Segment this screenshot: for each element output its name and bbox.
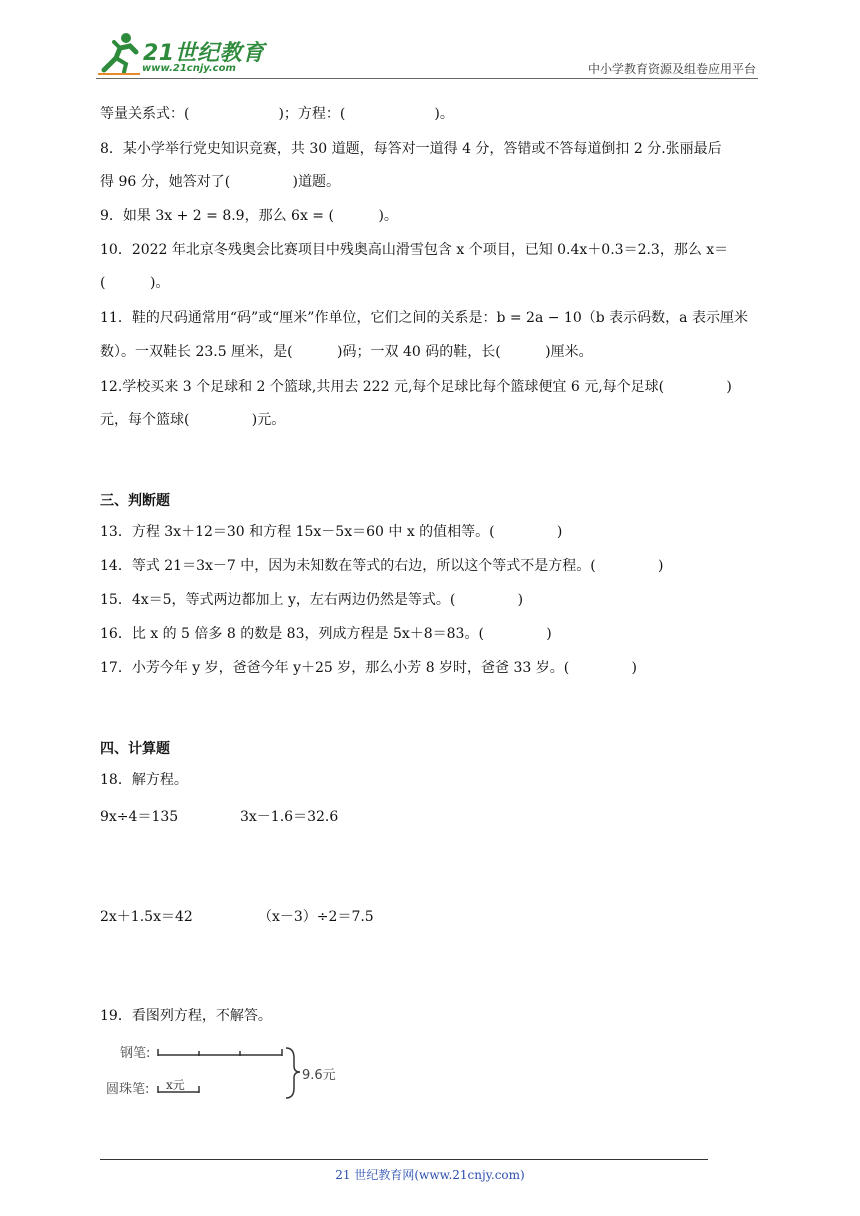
q10-line1: 10．2022 年北京冬残奥会比赛项目中残奥高山滑雪包含 x 个项目，已知 0.4x＋0.3＝2.3，那么 x＝ (100, 242, 729, 258)
q9-line: 9．如果 3x + 2 = 8.9，那么 6x = ( )。 (100, 208, 398, 224)
q8-line1: 8．某小学举行党史知识竞赛，共 30 道题，每答对一道得 4 分，答错或不答每道倒扣 2 分.张丽最后 (100, 141, 722, 157)
site-logo (96, 30, 266, 78)
q16-line: 16．比 x 的 5 倍多 8 的数是 83，列成方程是 5x＋8＝83。( ) (100, 626, 552, 642)
ballpen-value: x元 (166, 1078, 185, 1092)
q17-line: 17．小芳今年 y 岁，爸爸今年 y＋25 岁，那么小芳 8 岁时，爸爸 33 岁。( ) (100, 660, 637, 676)
header-divider (96, 78, 758, 79)
q18-line: 18．解方程。 (100, 772, 188, 788)
logo-url: www.21cnjy.com (142, 63, 236, 74)
logo-text: 21世纪教育 (143, 41, 265, 66)
q11-line1: 11．鞋的尺码通常用“码”或“厘米”作单位，它们之间的关系是：b = 2a − 10（b 表示码数，a 表示厘米 (100, 310, 748, 326)
header-platform-text: 中小学教育资源及组卷应用平台 (587, 62, 756, 76)
q8-line2: 得 96 分，她答对了( )道题。 (100, 174, 340, 190)
q13-line: 13．方程 3x＋12＝30 和方程 15x－5x＝60 中 x 的值相等。( ) (100, 524, 563, 540)
total-price: 9.6元 (302, 1068, 336, 1083)
q10-line2: ( )。 (100, 275, 170, 291)
pen-label: 钢笔: (120, 1046, 151, 1061)
q12-line1: 12.学校买来 3 个足球和 2 个篮球,共用去 222 元,每个足球比每个篮球便宜 6 元,每个足球( ) (100, 379, 732, 395)
footer-link[interactable]: 21 世纪教育网(www.21cnjy.com) (335, 1168, 525, 1182)
q12-line2: 元，每个篮球( )元。 (100, 412, 286, 428)
equation-3: 2x＋1.5x＝42 (100, 909, 193, 925)
equation-4: （x－3）÷2＝7.5 (258, 909, 374, 925)
q11-line2: 数）。一双鞋长 23.5 厘米，是( )码；一双 40 码的鞋，长( )厘米。 (100, 344, 593, 360)
footer-divider (100, 1159, 708, 1160)
page-header (96, 30, 756, 82)
price-diagram (100, 1040, 360, 1102)
runner-logo-icon (96, 30, 142, 76)
section-judgement-title: 三、判断题 (100, 493, 170, 509)
q7-equation-line: 等量关系式：( )；方程：( )。 (100, 106, 454, 122)
q19-line: 19．看图列方程，不解答。 (100, 1008, 272, 1024)
section-calculation-title: 四、计算题 (100, 741, 170, 757)
equation-2: 3x－1.6＝32.6 (240, 809, 339, 825)
q15-line: 15．4x＝5，等式两边都加上 y，左右两边仍然是等式。( ) (100, 592, 524, 608)
equation-1: 9x÷4＝135 (100, 809, 179, 825)
q14-line: 14．等式 21＝3x－7 中，因为未知数在等式的右边，所以这个等式不是方程。( ) (100, 558, 664, 574)
ballpen-label: 圆珠笔: (106, 1082, 150, 1097)
